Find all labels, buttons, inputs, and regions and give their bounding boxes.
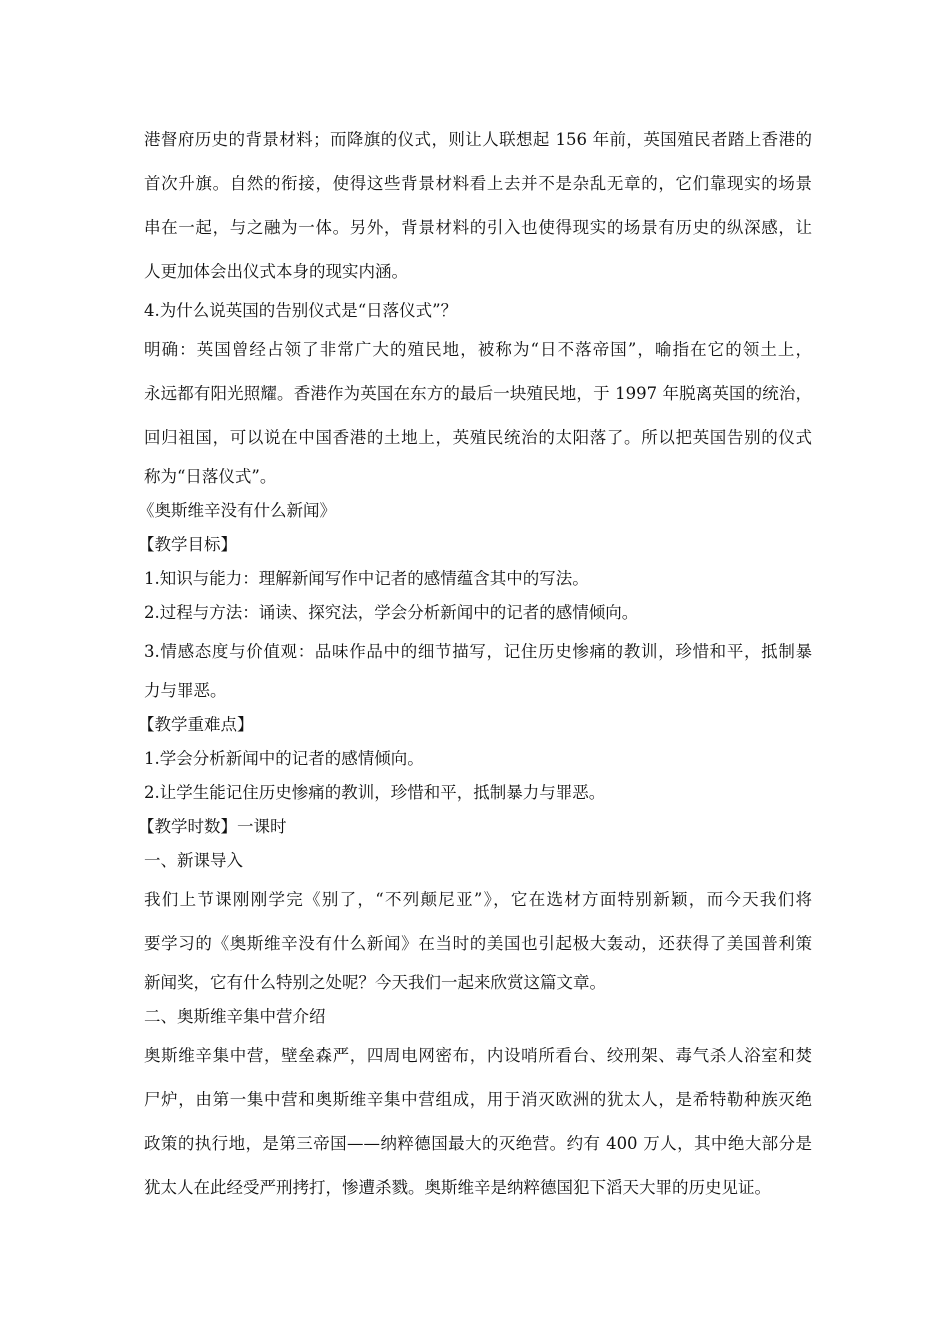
goal-item-3 <box>144 630 812 708</box>
text-line: 永远都有阳光照耀。香港作为英国在东方的最后一块殖民地，于 1997 年脱离英国的统治， <box>144 384 812 403</box>
text-line: 明确：英国曾经占领了非常广大的殖民地，被称为“日不落帝国”，喻指在它的领土上， <box>144 340 812 359</box>
text-line: 【教学时数】一课时 <box>138 817 287 836</box>
text-line: 《奥斯维辛没有什么新闻》 <box>138 501 336 520</box>
text-line: 2.让学生能记住历史惨痛的教训，珍惜和平，抵制暴力与罪恶。 <box>144 783 606 802</box>
text-line: 新闻奖，它有什么特别之处呢？今天我们一起来欣赏这篇文章。 <box>144 973 606 992</box>
text-line: 一、新课导入 <box>144 851 243 870</box>
key-point-2 <box>144 776 812 810</box>
paragraph-auschwitz <box>144 1034 812 1210</box>
text-line: 4.为什么说英国的告别仪式是“日落仪式”？ <box>144 301 458 320</box>
text-line: 2.过程与方法：诵读、探究法，学会分析新闻中的记者的感情倾向。 <box>144 603 639 622</box>
text-line: 二、奥斯维辛集中营介绍 <box>144 1007 326 1026</box>
text-line: 奥斯维辛集中营，壁垒森严，四周电网密布，内设哨所看台、绞刑架、毒气杀人浴室和焚 <box>144 1046 812 1065</box>
text-line: 犹太人在此经受严刑拷打，惨遭杀戮。奥斯维辛是纳粹德国犯下滔天大罪的历史见证。 <box>144 1178 771 1197</box>
heading-teaching-goals <box>138 528 812 562</box>
text-line: 称为“日落仪式”。 <box>144 467 277 486</box>
text-line: 1.学会分析新闻中的记者的感情倾向。 <box>144 749 424 768</box>
paragraph-answer <box>144 328 812 494</box>
question-4 <box>144 294 812 328</box>
text-line: 尸炉，由第一集中营和奥斯维辛集中营组成，用于消灭欧洲的犹太人，是希特勒种族灭绝 <box>144 1090 812 1109</box>
text-line: 人更加体会出仪式本身的现实内涵。 <box>144 262 408 281</box>
text-line: 【教学重难点】 <box>138 715 254 734</box>
heading-teaching-time <box>138 810 812 844</box>
section-auschwitz-intro <box>144 1000 812 1034</box>
text-line: 我们上节课刚刚学完《别了，“不列颠尼亚”》，它在选材方面特别新颖，而今天我们将 <box>144 890 812 909</box>
heading-key-points <box>138 708 812 742</box>
text-line: 港督府历史的背景材料；而降旗的仪式，则让人联想起 156 年前，英国殖民者踏上香港的 <box>144 130 812 149</box>
text-line: 回归祖国，可以说在中国香港的土地上，英殖民统治的太阳落了。所以把英国告别的仪式 <box>144 428 812 447</box>
text-line: 力与罪恶。 <box>144 681 227 700</box>
paragraph-intro <box>144 878 812 1000</box>
text-line: 串在一起，与之融为一体。另外，背景材料的引入也使得现实的场景有历史的纵深感，让 <box>144 218 812 237</box>
text-line: 3.情感态度与价值观：品味作品中的细节描写，记住历史惨痛的教训，珍惜和平，抵制暴 <box>144 642 812 661</box>
section-new-lesson-intro <box>144 844 812 878</box>
text-line: 【教学目标】 <box>138 535 237 554</box>
text-line: 政策的执行地，是第三帝国——纳粹德国最大的灭绝营。约有 400 万人，其中绝大部分是 <box>144 1134 812 1153</box>
text-line: 首次升旗。自然的衔接，使得这些背景材料看上去并不是杂乱无章的，它们靠现实的场景 <box>144 174 812 193</box>
lesson-title <box>138 494 812 528</box>
text-line: 1.知识与能力：理解新闻写作中记者的感情蕴含其中的写法。 <box>144 569 589 588</box>
key-point-1 <box>144 742 812 776</box>
paragraph-background-material <box>144 118 812 294</box>
text-line: 要学习的《奥斯维辛没有什么新闻》在当时的美国也引起极大轰动，还获得了美国普利策 <box>144 934 812 953</box>
goal-item-2 <box>144 596 812 630</box>
document-body <box>138 118 812 1210</box>
goal-item-1 <box>144 562 812 596</box>
